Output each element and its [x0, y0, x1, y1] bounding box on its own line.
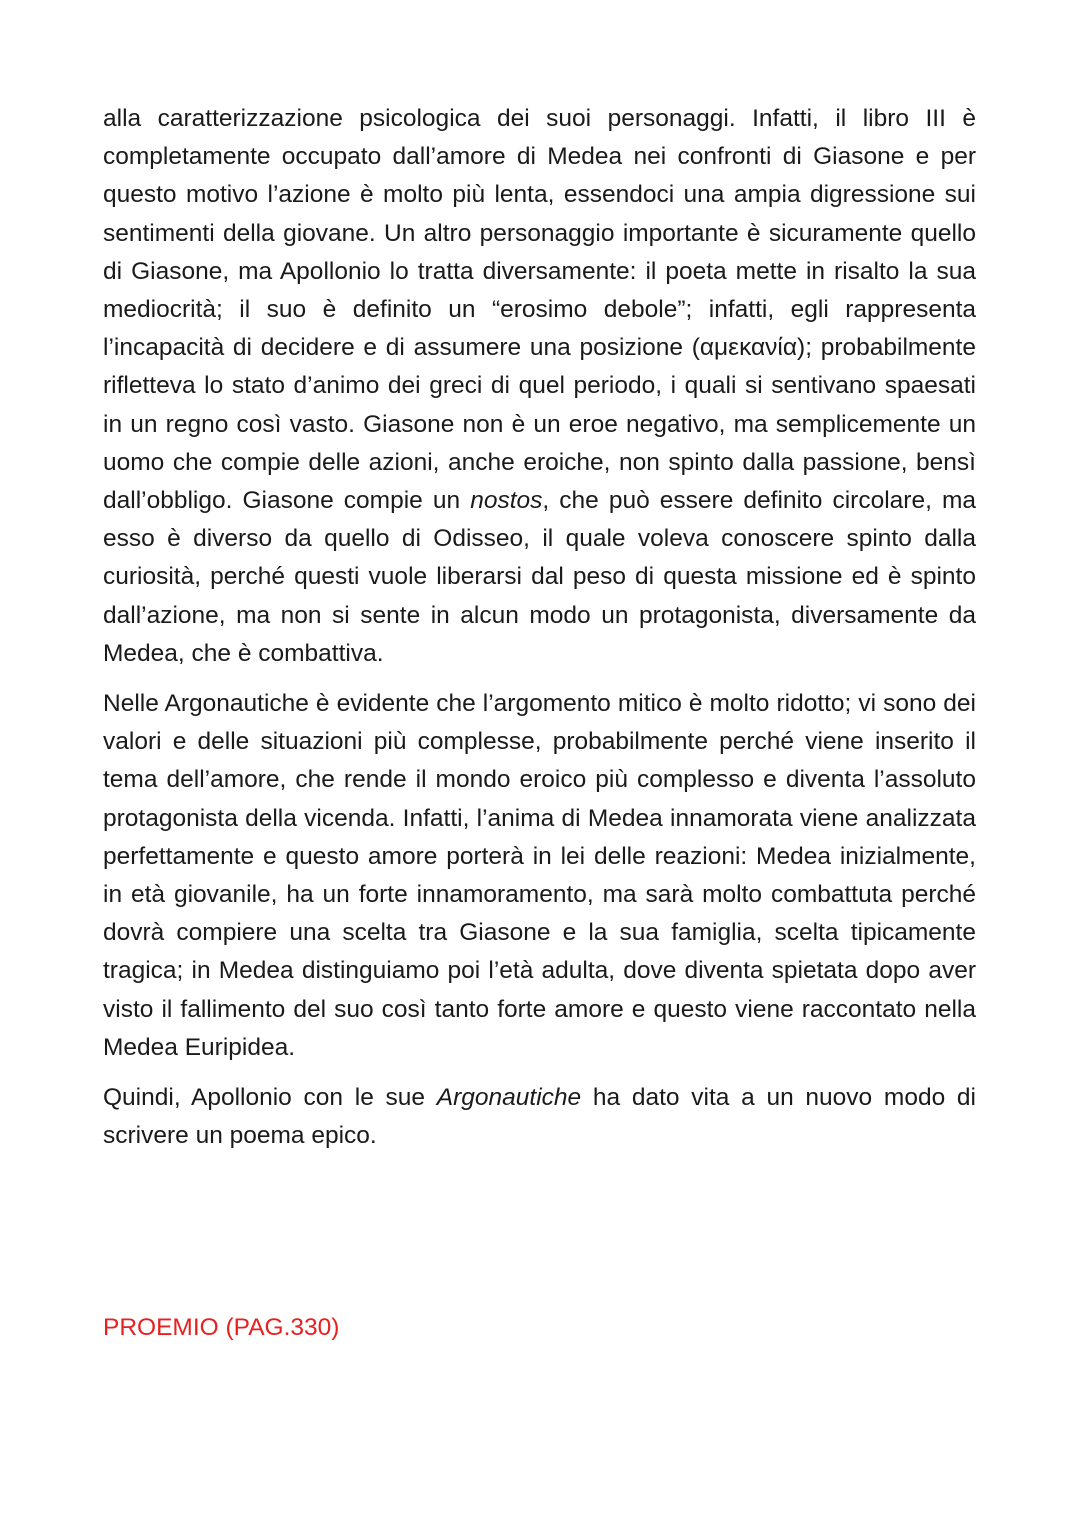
text-segment: , che può essere definito circolare, ma esso è diverso da quello di Odisseo, il quale voleva conoscere spinto dalla curiosità, perché questi vuole liberarsi dal peso di questa missione ed è spinto dall’azione, ma non si sente in alcun modo un protagonista, diversamente da Medea, che è combattiva.	[103, 487, 976, 667]
paragraph-conclusion	[103, 1079, 976, 1155]
text-segment: Nelle Argonautiche è evidente che l’argomento mitico è molto ridotto; vi sono dei valori e delle situazioni più complesse, probabilmente perché viene inserito il tema dell’amore, che rende il mondo eroico più complesso e diventa l’assoluto protagonista della vicenda. Infatti, l’anima di Medea innamorata viene analizzata perfettamente e questo amore porterà in lei delle reazioni: Medea inizialmente, in età giovanile, ha un forte innamoramento, ma sarà molto combattuta perché dovrà compiere una scelta tra Giasone e la sua famiglia, scelta tipicamente tragica; in Medea distinguiamo poi l’età adulta, dove diventa spietata dopo aver visto il fallimento del suo così tanto forte amore e questo viene raccontato nella Medea Euripidea.	[103, 690, 976, 1061]
paragraph-giasone-character	[103, 100, 976, 673]
italic-title-argonautiche: Argonautiche	[436, 1084, 582, 1112]
document-body	[103, 100, 976, 1167]
section-heading-proemio: PROEMIO (PAG.330)	[103, 1314, 340, 1341]
text-segment: Quindi, Apollonio con le sue	[103, 1084, 437, 1112]
italic-term-nostos: nostos	[470, 487, 543, 515]
text-segment: alla caratterizzazione psicologica dei suoi personaggi. Infatti, il libro III è completamente occupato dall’amore di Medea nei confronti di Giasone e per questo motivo l’azione è molto più lenta, essendoci una ampia digressione sui sentimenti della giovane. Un altro personaggio importante è sicuramente quello di Giasone, ma Apollonio lo tratta diversamente: il poeta mette in risalto la sua mediocrità; il suo è definito un “erosimo debole”; infatti, egli rappresenta l’incapacità di decidere e di assumere una posizione (αμεκανία); probabilmente rifletteva lo stato d’animo dei greci di quel periodo, i quali si sentivano spaesati in un regno così vasto. Giasone non è un eroe negativo, ma semplicemente un uomo che compie delle azioni, anche eroiche, non spinto dalla passione, bensì dall’obbligo. Giasone compie un	[103, 105, 976, 515]
paragraph-love-theme	[103, 685, 976, 1067]
text-segment: ha dato vita a un nuovo modo di scrivere un poema epico.	[103, 1084, 976, 1150]
